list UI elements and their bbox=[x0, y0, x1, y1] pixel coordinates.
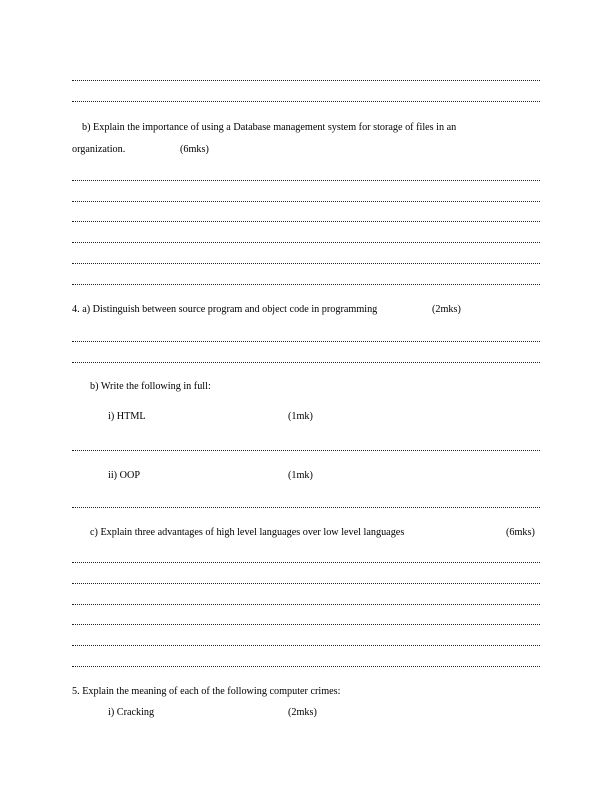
question-4b-ii-marks: (1mk) bbox=[288, 470, 313, 481]
question-3b-marks: (6mks) bbox=[180, 144, 209, 155]
answer-line[interactable] bbox=[72, 450, 540, 451]
question-5-i-marks: (2mks) bbox=[288, 707, 317, 718]
question-3b-line2: organization. bbox=[72, 144, 126, 155]
answer-line[interactable] bbox=[72, 263, 540, 264]
answer-line[interactable] bbox=[72, 624, 540, 625]
answer-line[interactable] bbox=[72, 180, 540, 181]
answer-line[interactable] bbox=[72, 507, 540, 508]
question-5-text: 5. Explain the meaning of each of the following computer crimes: bbox=[72, 686, 341, 697]
question-4b-text: b) Write the following in full: bbox=[90, 381, 211, 392]
question-4a-marks: (2mks) bbox=[432, 304, 461, 315]
question-4b-i-label: i) HTML bbox=[108, 411, 146, 422]
answer-line[interactable] bbox=[72, 221, 540, 222]
answer-line[interactable] bbox=[72, 645, 540, 646]
question-3b-line1: b) Explain the importance of using a Database management system for storage of files in an bbox=[82, 122, 457, 133]
answer-line[interactable] bbox=[72, 666, 540, 667]
question-4b-ii-label: ii) OOP bbox=[108, 470, 140, 481]
answer-line[interactable] bbox=[72, 201, 540, 202]
answer-line[interactable] bbox=[72, 362, 540, 363]
question-4c-marks: (6mks) bbox=[506, 527, 535, 538]
answer-line[interactable] bbox=[72, 284, 540, 285]
answer-line[interactable] bbox=[72, 80, 540, 81]
answer-line[interactable] bbox=[72, 583, 540, 584]
answer-line[interactable] bbox=[72, 101, 540, 102]
question-4a-text: 4. a) Distinguish between source program and object code in programming bbox=[72, 304, 378, 315]
answer-line[interactable] bbox=[72, 562, 540, 563]
question-5-i-label: i) Cracking bbox=[108, 707, 155, 718]
question-4b-i-marks: (1mk) bbox=[288, 411, 313, 422]
answer-line[interactable] bbox=[72, 341, 540, 342]
answer-line[interactable] bbox=[72, 242, 540, 243]
answer-line[interactable] bbox=[72, 604, 540, 605]
question-4c-text: c) Explain three advantages of high level languages over low level languages bbox=[90, 527, 405, 538]
